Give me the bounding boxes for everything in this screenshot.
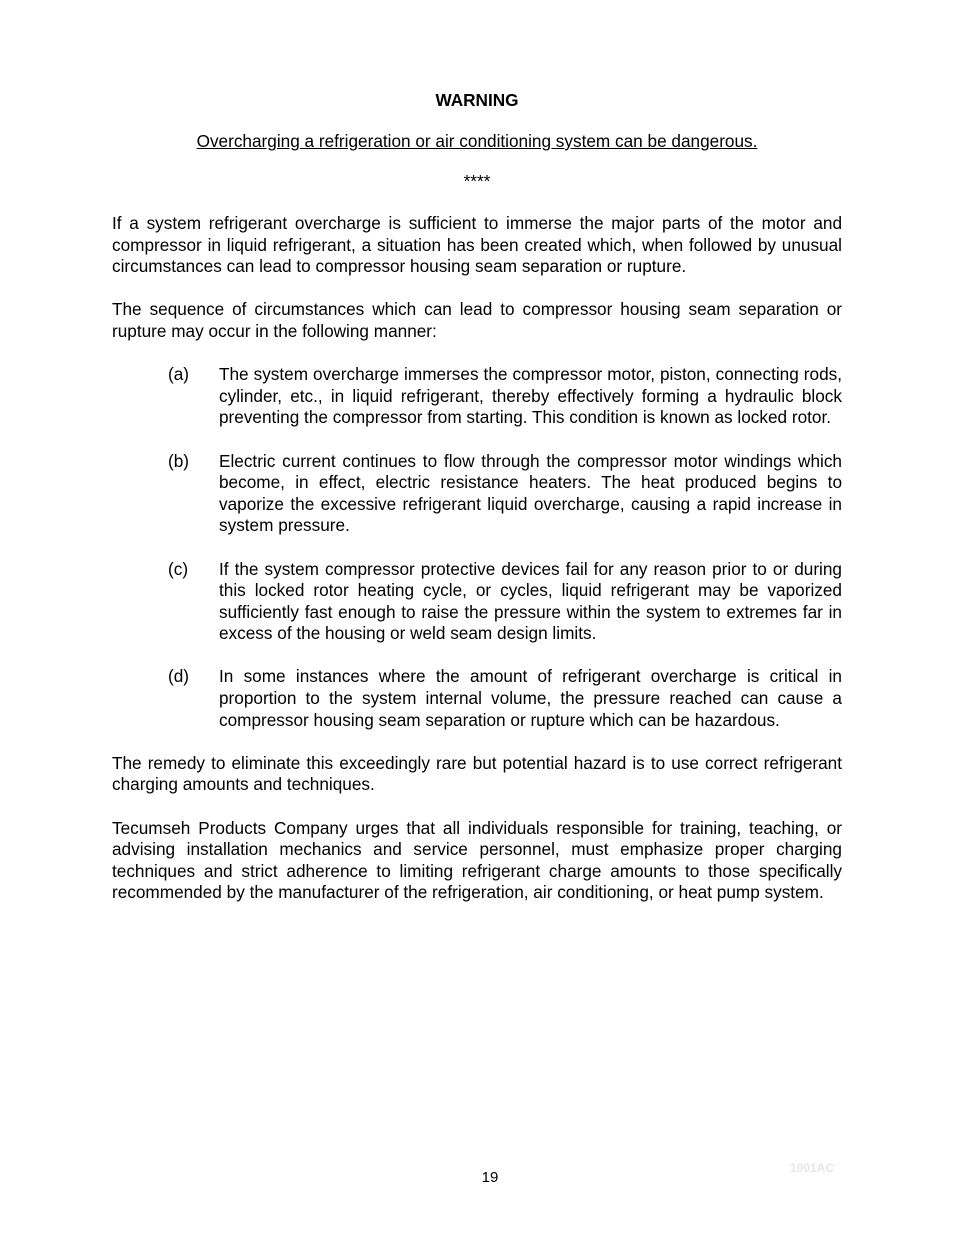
warning-subtitle: Overcharging a refrigeration or air conditioning system can be dangerous. — [196, 131, 758, 151]
list-text: If the system compressor protective devices fail for any reason prior to or during this locked rotor heating cycle, or cycles, liquid refrigerant may be vaporized sufficiently fast enough to raise the pressure within the system to extremes far in excess of the housing or weld seam design limits. — [219, 558, 842, 644]
list-marker: (c) — [168, 558, 189, 579]
list-item — [112, 364, 842, 429]
document-code: 1001AC — [790, 1161, 835, 1175]
tecumseh-paragraph: Tecumseh Products Company urges that all individuals responsible for training, teaching, or advising installation mechanics and service personnel, must emphasize proper charging techniques and strict adherence to limiting refrigerant charge amounts to those specifically recommended by the manufacturer of the refrigeration, air conditioning, or heat pump system. — [112, 817, 842, 903]
list-item — [112, 451, 842, 537]
remedy-paragraph: The remedy to eliminate this exceedingly rare but potential hazard is to use correct refrigerant charging amounts and techniques. — [112, 752, 842, 795]
list-item — [112, 559, 842, 645]
warning-title: WARNING — [435, 90, 519, 110]
list-text: Electric current continues to flow through the compressor motor windings which become, in effect, electric resistance heaters. The heat produced begins to vaporize the excessive refrigerant liquid overcharge, causing a rapid increase in system pressure. — [219, 450, 842, 536]
list-marker: (a) — [168, 364, 190, 385]
list-marker: (b) — [168, 450, 190, 471]
page-number: 19 — [481, 1169, 499, 1186]
list-item — [112, 666, 842, 731]
circumstance-list — [112, 364, 842, 731]
list-text: The system overcharge immerses the compressor motor, piston, connecting rods, cylinder, etc., in liquid refrigerant, thereby effectively forming a hydraulic block preventing the compressor from starting. This condition is known as locked rotor. — [219, 364, 842, 428]
list-marker: (d) — [168, 666, 190, 687]
section-separator: **** — [463, 171, 491, 191]
sequence-paragraph: The sequence of circumstances which can lead to compressor housing seam separation or rupture may occur in the following manner: — [112, 299, 842, 341]
document-page — [112, 88, 842, 904]
list-text: In some instances where the amount of refrigerant overcharge is critical in proportion to the system internal volume, the pressure reached can cause a compressor housing seam separation or rupture which can be hazardous. — [219, 666, 842, 730]
intro-paragraph: If a system refrigerant overcharge is sufficient to immerse the major parts of the motor and compressor in liquid refrigerant, a situation has been created which, when followed by unusual circumstances can lead to compressor housing seam separation or rupture. — [112, 213, 842, 277]
